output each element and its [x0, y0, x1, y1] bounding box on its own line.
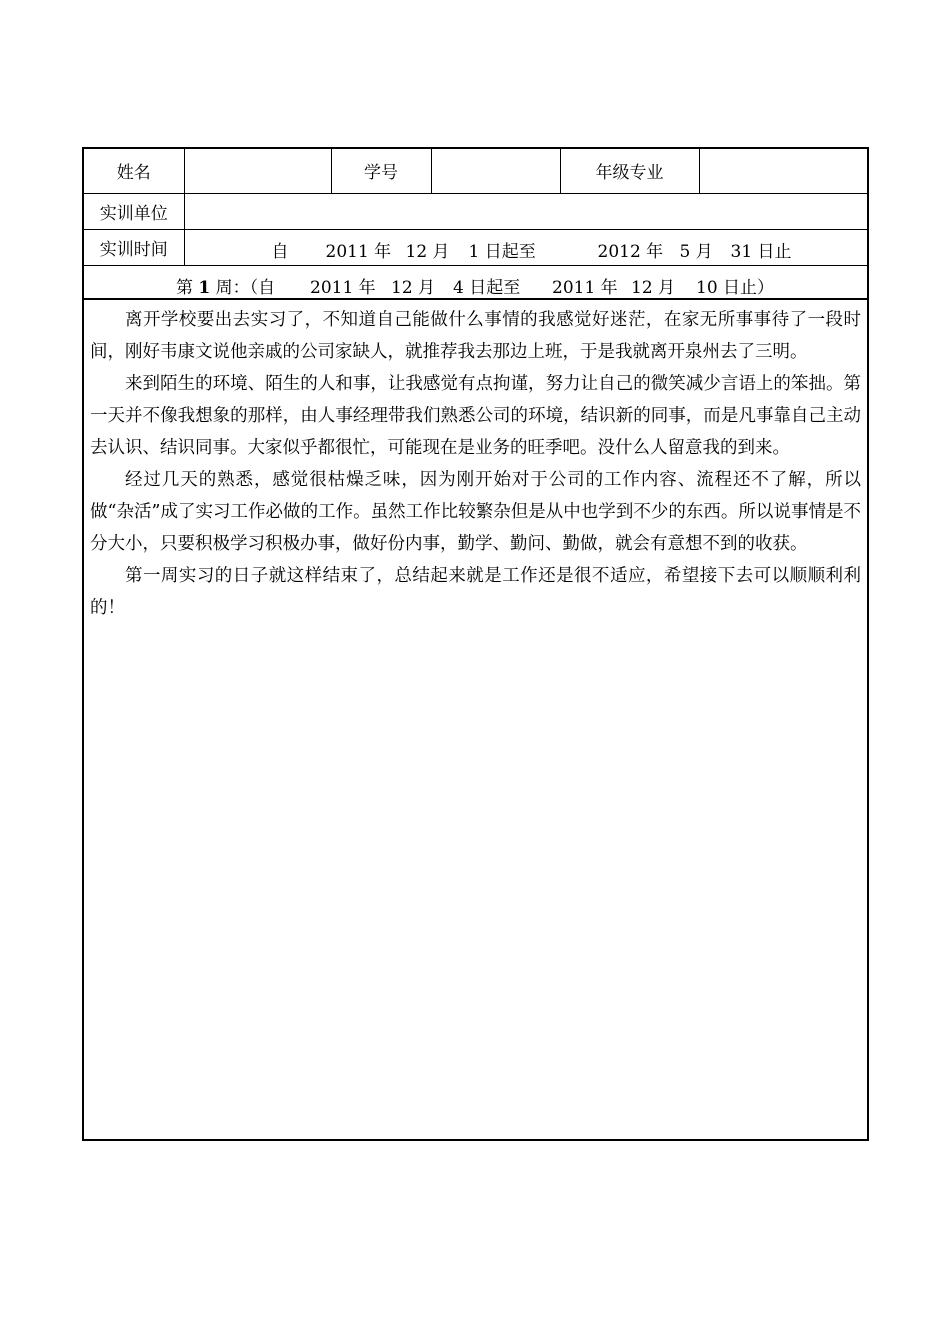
week-end-day: 10 日止） [696, 277, 775, 298]
period-from-word: 自 [271, 241, 289, 262]
period-start-year: 2011 年 [325, 241, 392, 262]
unit-field[interactable] [184, 193, 867, 229]
period-end-month: 5 月 [679, 241, 713, 262]
week-number: 1 [198, 277, 211, 298]
grade-major-label: 年级专业 [560, 149, 699, 193]
header-table [84, 149, 867, 300]
unit-row [84, 193, 867, 229]
student-id-field[interactable] [431, 149, 560, 193]
week-title [176, 273, 275, 298]
week-range [84, 265, 867, 299]
internship-weekly-report-form [82, 147, 869, 1141]
week-start-year: 2011 年 [310, 277, 376, 298]
student-id-label: 学号 [331, 149, 431, 193]
paragraph-2: 来到陌生的环境、陌生的人和事，让我感觉有点拘谨，努力让自己的微笑减少言语上的笨拙。第一天并不像我想象的那样，由人事经理带我们熟悉公司的环境，结识新的同事，而是凡事靠自己主动去认识、结识同事。大家似乎都很忙，可能现在是业务的旺季吧。没什么人留意我的到来。 [90, 374, 861, 458]
period-end-year: 2012 年 [597, 241, 664, 262]
time-label: 实训时间 [84, 229, 184, 265]
paragraph-4: 第一周实习的日子就这样结束了，总结起来就是工作还是很不适应，希望接下去可以顺顺利利的！ [90, 566, 861, 618]
week-end-month: 12 月 [631, 277, 676, 298]
week-start-day: 4 日起至 [453, 277, 521, 298]
paragraph-1: 离开学校要出去实习了，不知道自己能做什么事情的我感觉好迷茫，在家无所事事待了一段时间，刚好韦康文说他亲戚的公司家缺人，就推荐我去那边上班，于是我就离开泉州去了三明。 [90, 310, 861, 362]
period-start-day: 1 日起至 [468, 241, 536, 262]
period-start-month: 12 月 [405, 241, 450, 262]
time-row [84, 229, 867, 265]
unit-label: 实训单位 [84, 193, 184, 229]
grade-major-field[interactable] [699, 149, 867, 193]
week-prefix: 第 [176, 277, 193, 298]
week-start-month: 12 月 [391, 277, 436, 298]
week-row [84, 265, 867, 299]
week-end-year: 2011 年 [552, 277, 618, 298]
name-label: 姓名 [84, 149, 184, 193]
paragraph-3: 经过几天的熟悉，感觉很枯燥乏味，因为刚开始对于公司的工作内容、流程还不了解，所以做“杂活”成了实习工作必做的工作。虽然工作比较繁杂但是从中也学到不少的东西。所以说事情是不分大小，只要积极学习积极办事，做好份内事，勤学、勤问、勤做，就会有意想不到的收获。 [90, 470, 861, 554]
internship-period [184, 229, 867, 265]
week-suffix: 周：（自 [215, 277, 276, 298]
period-end-day: 31 日止 [730, 241, 792, 262]
report-body[interactable] [84, 300, 867, 624]
identity-row [84, 149, 867, 193]
name-field[interactable] [184, 149, 331, 193]
